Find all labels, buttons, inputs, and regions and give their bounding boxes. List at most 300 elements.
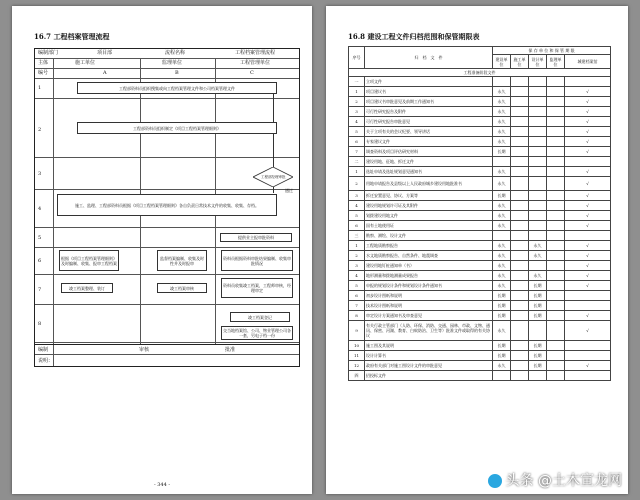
- table-row: [349, 201, 611, 211]
- document-name-cell: 审定设计方案通知书及审查意见: [365, 311, 493, 321]
- retention-cell: √: [565, 127, 611, 137]
- table-row: [349, 137, 611, 147]
- row-number-cell: 4: [349, 271, 365, 281]
- archive-table: [348, 46, 611, 381]
- retention-cell: [547, 107, 565, 117]
- table-row: [349, 291, 611, 301]
- retention-cell: 长期: [493, 291, 511, 301]
- document-name-cell: 用地申请报告及县级以上人民政府城乡建设用地批准书: [365, 177, 493, 191]
- document-name-cell: 可行性研究报告审批意见: [365, 117, 493, 127]
- table-row: [349, 167, 611, 177]
- row-number-cell: 6: [349, 221, 365, 231]
- table-row: [349, 301, 611, 311]
- retention-cell: 永久: [493, 211, 511, 221]
- row-number-cell: 1: [349, 87, 365, 97]
- retention-cell: 长期: [529, 351, 547, 361]
- row-number-cell: 5: [349, 127, 365, 137]
- header-row-3: [35, 69, 299, 79]
- header-cell: 编制部门: [38, 50, 59, 56]
- retention-cell: [511, 291, 529, 301]
- retention-cell: [511, 157, 529, 167]
- document-name-cell: 建设用地、征地、拆迁文件: [365, 157, 493, 167]
- header-cell: 项目部: [97, 50, 113, 56]
- row-separator: [35, 157, 299, 158]
- flow-arrow: [273, 94, 274, 122]
- flow-box-step7a: 竣工档案整理、装订: [61, 283, 113, 293]
- retention-cell: 永久: [493, 251, 511, 261]
- retention-cell: [547, 291, 565, 301]
- row-number: 7: [38, 287, 42, 293]
- table-row: [349, 147, 611, 157]
- retention-cell: 长期: [529, 361, 547, 371]
- column-header: 设计单位: [529, 55, 547, 69]
- document-name-cell: 建设用地规划许可证及其附件: [365, 201, 493, 211]
- retention-cell: [511, 251, 529, 261]
- document-name-cell: 申报的规划设计条件和规划设计条件通知书: [365, 281, 493, 291]
- archive-table-body: [349, 77, 611, 381]
- retention-cell: [529, 261, 547, 271]
- retention-cell: [565, 291, 611, 301]
- header-cell: A: [103, 70, 107, 76]
- header-cell: 监理单位: [162, 60, 183, 66]
- retention-cell: 长期: [493, 341, 511, 351]
- retention-cell: [547, 137, 565, 147]
- retention-cell: 永久: [493, 271, 511, 281]
- table-row: [349, 97, 611, 107]
- retention-cell: [511, 127, 529, 137]
- retention-cell: [547, 261, 565, 271]
- retention-cell: 永久: [493, 137, 511, 147]
- left-document-page: [12, 6, 312, 494]
- row-number-cell: 2: [349, 251, 365, 261]
- row-number-cell: 6: [349, 137, 365, 147]
- retention-cell: [529, 177, 547, 191]
- retention-cell: [547, 231, 565, 241]
- retention-cell: [565, 341, 611, 351]
- retention-cell: √: [565, 361, 611, 371]
- retention-cell: √: [565, 281, 611, 291]
- retention-cell: [547, 87, 565, 97]
- row-number: 4: [38, 206, 42, 212]
- retention-cell: [547, 201, 565, 211]
- row-number: 8: [38, 321, 42, 327]
- row-number-cell: 3: [349, 107, 365, 117]
- retention-cell: 长期: [493, 311, 511, 321]
- retention-cell: [529, 191, 547, 201]
- retention-cell: 永久: [493, 321, 511, 341]
- retention-cell: [529, 77, 547, 87]
- retention-cell: [511, 301, 529, 311]
- header-cell: 工程管理单位: [240, 60, 271, 66]
- row-number-cell: 1: [349, 167, 365, 177]
- document-name-cell: 选址申请及选址规划意见通知书: [365, 167, 493, 177]
- document-name-cell: 国有土地使用证: [365, 221, 493, 231]
- retention-cell: 永久: [493, 221, 511, 231]
- footer-note: 说明：: [38, 358, 54, 364]
- retention-cell: [529, 147, 547, 157]
- row-number: 5: [38, 235, 42, 241]
- retention-cell: √: [565, 137, 611, 147]
- watermark-text: 头条 @土木宣龙网: [505, 473, 622, 489]
- table-row: [349, 211, 611, 221]
- row-number-cell: 3: [349, 261, 365, 271]
- row-number-cell: 四: [349, 371, 365, 381]
- retention-cell: √: [565, 311, 611, 321]
- table-row: [349, 107, 611, 117]
- table-row: [349, 321, 611, 341]
- table-row: [349, 341, 611, 351]
- flow-box-step4: 施工、监理、工程部资料员根据《项目工程档案管理细则》各自负责日常技术文件的收集、收集、存档。: [57, 194, 277, 216]
- retention-cell: √: [565, 167, 611, 177]
- column-header: 监理单位: [547, 55, 565, 69]
- column-group-header: 保 存 单 位 和 保 管 期 限: [493, 47, 611, 55]
- retention-cell: √: [565, 321, 611, 341]
- retention-cell: [529, 137, 547, 147]
- retention-cell: [511, 351, 529, 361]
- retention-cell: [511, 117, 529, 127]
- retention-cell: 长期: [529, 311, 547, 321]
- row-number-cell: 3: [349, 191, 365, 201]
- row-separator: [35, 98, 299, 99]
- document-name-cell: 项目建议书审批意见及前期工作通知书: [365, 97, 493, 107]
- column-header: 城建档案馆: [565, 55, 611, 69]
- retention-cell: [547, 211, 565, 221]
- retention-cell: √: [565, 87, 611, 97]
- retention-cell: 永久: [493, 241, 511, 251]
- retention-cell: [511, 167, 529, 177]
- table-title: 16.8 建设工程文件归档范围和保管期限表: [348, 32, 480, 41]
- table-row: [349, 241, 611, 251]
- retention-cell: [493, 77, 511, 87]
- retention-cell: √: [565, 221, 611, 231]
- row-number: 2: [38, 127, 42, 133]
- table-section-row: [349, 157, 611, 167]
- retention-cell: [547, 321, 565, 341]
- flow-arrow: [273, 134, 274, 167]
- retention-cell: [511, 137, 529, 147]
- retention-cell: √: [565, 177, 611, 191]
- header-cell: 施工单位: [75, 60, 96, 66]
- row-number-cell: 8: [349, 311, 365, 321]
- retention-cell: √: [565, 211, 611, 221]
- column-header-no: 序号: [349, 47, 365, 69]
- retention-cell: [529, 371, 547, 381]
- retention-cell: [547, 177, 565, 191]
- retention-cell: √: [565, 201, 611, 211]
- retention-cell: 长期: [529, 301, 547, 311]
- retention-cell: [511, 371, 529, 381]
- header-cell: 工程档案管理流程: [235, 50, 276, 56]
- table-row: [349, 361, 611, 371]
- retention-cell: [547, 117, 565, 127]
- document-name-cell: 技术设计图纸和说明: [365, 301, 493, 311]
- table-row: [349, 87, 611, 97]
- table-row: [349, 261, 611, 271]
- table-row: [349, 281, 611, 291]
- retention-cell: [511, 97, 529, 107]
- row-number-cell: 6: [349, 291, 365, 301]
- row-number-cell: 一: [349, 77, 365, 87]
- row-number-cell: 11: [349, 351, 365, 361]
- row-number-cell: 1: [349, 241, 365, 251]
- retention-cell: [547, 271, 565, 281]
- retention-cell: [547, 301, 565, 311]
- row-number-cell: 二: [349, 157, 365, 167]
- row-separator: [35, 227, 299, 228]
- retention-cell: [511, 107, 529, 117]
- document-name-cell: 水文地质勘察报告、自然条件、地震调查: [365, 251, 493, 261]
- retention-cell: [547, 361, 565, 371]
- retention-cell: [529, 117, 547, 127]
- retention-cell: 永久: [493, 107, 511, 117]
- retention-cell: [547, 157, 565, 167]
- table-section-row: [349, 231, 611, 241]
- flow-box-step5: 提供业主报审批资料: [220, 233, 292, 242]
- retention-cell: [511, 281, 529, 291]
- retention-cell: √: [565, 117, 611, 127]
- table-row: [349, 191, 611, 201]
- retention-cell: [547, 251, 565, 261]
- page-number: - 344 -: [153, 482, 171, 488]
- retention-cell: [547, 341, 565, 351]
- retention-cell: 永久: [529, 251, 547, 261]
- retention-cell: 永久: [493, 87, 511, 97]
- retention-cell: [511, 211, 529, 221]
- retention-cell: [529, 211, 547, 221]
- retention-cell: [529, 321, 547, 341]
- flow-box-step2: 工程部资料员组织制定《项目工程档案管理细则》: [77, 122, 277, 134]
- retention-cell: [511, 261, 529, 271]
- document-name-cell: 工程地质勘察报告: [365, 241, 493, 251]
- flowchart-title: 16.7 工程档案管理流程: [34, 32, 110, 41]
- retention-cell: 永久: [493, 201, 511, 211]
- flow-box-step6a: 根据《项目工程档案管理细则》及时编制、收集、报审工程档案: [59, 250, 119, 271]
- flow-box-step7c: 资料员收集竣工档案，工程师审核，经理审定: [221, 278, 293, 298]
- row-number-cell: 2: [349, 97, 365, 107]
- row-separator: [35, 274, 299, 275]
- column-header: 建设单位: [493, 55, 511, 69]
- footer-reviewed: 审核: [139, 347, 150, 353]
- retention-cell: [493, 157, 511, 167]
- retention-cell: [529, 127, 547, 137]
- retention-cell: [511, 77, 529, 87]
- retention-cell: [565, 371, 611, 381]
- footer-separator: [35, 344, 299, 345]
- retention-cell: [529, 107, 547, 117]
- retention-cell: [529, 167, 547, 177]
- retention-cell: [529, 87, 547, 97]
- retention-cell: [565, 157, 611, 167]
- retention-cell: 永久: [493, 281, 511, 291]
- retention-cell: [493, 231, 511, 241]
- row-number-cell: 2: [349, 177, 365, 191]
- header-row-1: [35, 49, 299, 59]
- retention-cell: [547, 281, 565, 291]
- retention-cell: 永久: [493, 361, 511, 371]
- row-number-cell: 7: [349, 147, 365, 157]
- row-separator: [35, 342, 299, 343]
- document-name-cell: 关于立项有关的会议纪要、领导讲话: [365, 127, 493, 137]
- retention-cell: [511, 361, 529, 371]
- header-cell: 流程名称: [165, 50, 186, 56]
- right-document-page: [326, 6, 628, 494]
- retention-cell: 永久: [493, 177, 511, 191]
- table-row: [349, 221, 611, 231]
- retention-cell: [511, 231, 529, 241]
- row-number-cell: 4: [349, 201, 365, 211]
- retention-cell: [547, 241, 565, 251]
- retention-cell: [511, 311, 529, 321]
- retention-cell: 长期: [493, 191, 511, 201]
- row-number: 3: [38, 171, 42, 177]
- retention-cell: [565, 301, 611, 311]
- retention-cell: 长期: [493, 351, 511, 361]
- retention-cell: [547, 311, 565, 321]
- document-name-cell: 政府有关部门对施工图设计文件的审批意见: [365, 361, 493, 371]
- table-row: [349, 127, 611, 137]
- document-name-cell: 勘察、测绘、设计文件: [365, 231, 493, 241]
- pass-label: 通过: [285, 188, 293, 193]
- retention-cell: 永久: [493, 167, 511, 177]
- retention-cell: √: [565, 107, 611, 117]
- retention-cell: [565, 231, 611, 241]
- retention-cell: [547, 167, 565, 177]
- retention-cell: √: [565, 261, 611, 271]
- document-name-cell: 有关行政主管部门（人防、环保、消防、交通、园林、市政、文物、通讯、保密、河湖、教育、白蚁防治、卫生等）批准文件或取得的有关协议: [365, 321, 493, 341]
- flow-box-step6c: 资料员根据资料审批结果编制、收集审批情况: [221, 250, 293, 271]
- retention-cell: 长期: [529, 341, 547, 351]
- document-name-cell: 项目建议书: [365, 87, 493, 97]
- row-separator: [35, 189, 299, 190]
- retention-cell: 永久: [493, 97, 511, 107]
- retention-cell: [547, 351, 565, 361]
- retention-cell: [511, 341, 529, 351]
- retention-cell: [547, 191, 565, 201]
- retention-cell: [529, 221, 547, 231]
- row-number-cell: 5: [349, 281, 365, 291]
- retention-cell: 永久: [529, 271, 547, 281]
- header-cell: C: [250, 70, 254, 76]
- row-number-cell: 5: [349, 211, 365, 221]
- stage-header: 工程准备阶段文件: [349, 69, 611, 77]
- table-row: [349, 271, 611, 281]
- retention-cell: [529, 231, 547, 241]
- column-header: 施工单位: [511, 55, 529, 69]
- document-name-cell: 划拨建设用地文件: [365, 211, 493, 221]
- retention-cell: √: [565, 97, 611, 107]
- footer-prepared: 编制: [38, 347, 49, 353]
- flow-box-step8b: 交当地档案馆、公司、物业管理公司各一套，另电子档一份: [223, 328, 291, 338]
- table-section-row: [349, 371, 611, 381]
- document-name-cell: 专家建议文件: [365, 137, 493, 147]
- retention-cell: [529, 157, 547, 167]
- row-number: 6: [38, 258, 42, 264]
- row-number-cell: 9: [349, 321, 365, 341]
- retention-cell: [565, 77, 611, 87]
- retention-cell: [511, 321, 529, 341]
- document-name-cell: 拆迁安置意见、协议、方案等: [365, 191, 493, 201]
- flow-arrow: [273, 187, 274, 193]
- flow-box-step8a: 竣工档案登记: [230, 312, 290, 322]
- retention-cell: 长期: [529, 281, 547, 291]
- watermark-logo-icon: [487, 473, 503, 489]
- document-name-cell: 初步设计图纸和说明: [365, 291, 493, 301]
- retention-cell: 长期: [529, 291, 547, 301]
- header-cell: B: [175, 70, 179, 76]
- column-divider: [53, 59, 54, 366]
- document-name-cell: 地形测量和拨地测量成果报告: [365, 271, 493, 281]
- table-row: [349, 251, 611, 261]
- document-name-cell: 可行性研究报告及附件: [365, 107, 493, 117]
- footer-separator: [35, 354, 299, 355]
- retention-cell: √: [565, 241, 611, 251]
- document-name-cell: 调查资料及项目评估研究材料: [365, 147, 493, 157]
- retention-cell: √: [565, 191, 611, 201]
- header-row-2: [35, 59, 299, 69]
- watermark: [487, 470, 622, 490]
- flow-box-step7b: 竣工档案审核: [157, 283, 207, 293]
- retention-cell: 长期: [493, 147, 511, 157]
- retention-cell: √: [565, 271, 611, 281]
- retention-cell: [547, 371, 565, 381]
- header-cell: 主体: [38, 60, 49, 66]
- table-row: [349, 117, 611, 127]
- retention-cell: 永久: [493, 127, 511, 137]
- retention-cell: [511, 147, 529, 157]
- flow-box-step1: 工程部资料员组织搜集或向工程档案管理文件和公司档案管理文件: [77, 82, 277, 94]
- retention-cell: 永久: [493, 117, 511, 127]
- row-number-cell: 7: [349, 301, 365, 311]
- retention-cell: [511, 221, 529, 231]
- retention-cell: [529, 97, 547, 107]
- retention-cell: 永久: [529, 241, 547, 251]
- retention-cell: [565, 351, 611, 361]
- retention-cell: [511, 241, 529, 251]
- document-name-cell: 设计计算书: [365, 351, 493, 361]
- table-row: [349, 351, 611, 361]
- retention-cell: [511, 177, 529, 191]
- row-number: 1: [38, 85, 42, 91]
- document-name-cell: 招投标文件: [365, 371, 493, 381]
- document-name-cell: 立项文件: [365, 77, 493, 87]
- table-section-row: [349, 77, 611, 87]
- retention-cell: [511, 191, 529, 201]
- row-number-cell: 4: [349, 117, 365, 127]
- flow-box-step6b: 监督档案编制、收集及时性并及时报审: [157, 250, 207, 271]
- retention-cell: 长期: [493, 301, 511, 311]
- header-cell: 编号: [38, 70, 49, 76]
- retention-cell: [511, 271, 529, 281]
- retention-cell: [547, 147, 565, 157]
- table-row: [349, 311, 611, 321]
- retention-cell: [547, 97, 565, 107]
- retention-cell: [547, 221, 565, 231]
- row-number-cell: 三: [349, 231, 365, 241]
- row-number-cell: 12: [349, 361, 365, 371]
- diamond-label: 工程部经理审批: [261, 175, 286, 179]
- table-row: [349, 177, 611, 191]
- retention-cell: [511, 201, 529, 211]
- flowchart-frame: [34, 48, 300, 367]
- column-header-document: 归 档 文 件: [365, 47, 493, 69]
- row-separator: [35, 304, 299, 305]
- retention-cell: [511, 87, 529, 97]
- row-number-cell: 10: [349, 341, 365, 351]
- retention-cell: √: [565, 251, 611, 261]
- retention-cell: 永久: [493, 261, 511, 271]
- retention-cell: [529, 201, 547, 211]
- retention-cell: [547, 77, 565, 87]
